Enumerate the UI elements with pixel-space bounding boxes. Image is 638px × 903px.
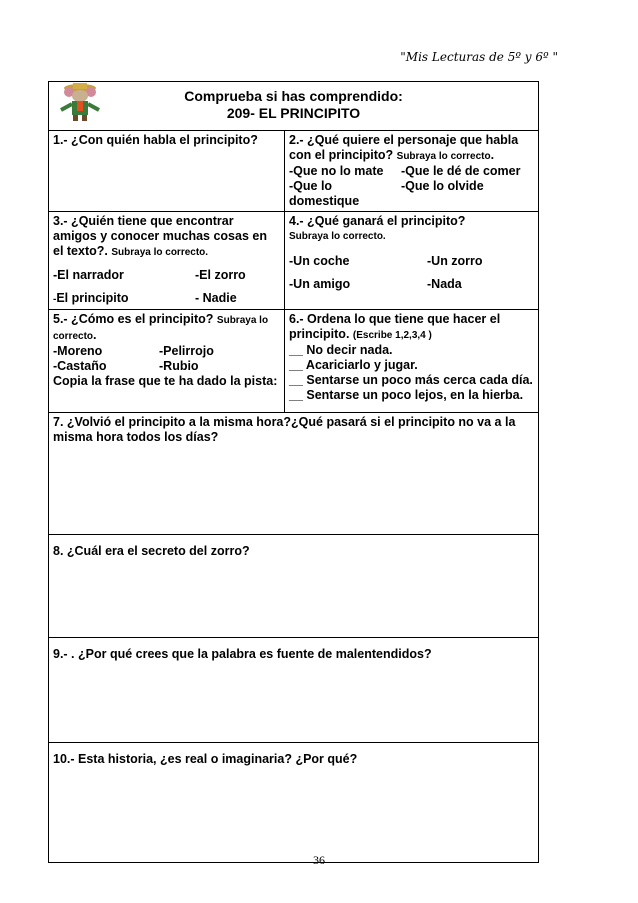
question-7-cell: [49, 413, 539, 535]
option[interactable]: -Un zorro: [427, 254, 483, 268]
question-4-hint: Subraya lo correcto.: [289, 231, 386, 242]
option[interactable]: -El principito: [53, 291, 129, 305]
option[interactable]: -Un coche: [289, 254, 350, 268]
option[interactable]: -El narrador: [53, 268, 124, 282]
question-4-options-row1: [289, 254, 534, 269]
question-8: 8. ¿Cuál era el secreto del zorro?: [53, 544, 250, 558]
question-5-options-row1: [53, 344, 280, 359]
question-5-cell: [49, 310, 285, 413]
question-5: 5.- ¿Cómo es el principito? Subraya lo correcto.: [53, 312, 269, 342]
question-2-options-row2: [289, 179, 534, 209]
question-4: 4.- ¿Qué ganará el principito?: [289, 214, 466, 228]
question-1-cell: [49, 131, 285, 212]
question-9: 9.- . ¿Por qué crees que la palabra es fuente de malentendidos?: [53, 647, 432, 661]
option[interactable]: -Moreno: [53, 344, 103, 358]
question-3-options-row2: [53, 291, 280, 307]
option[interactable]: - Nadie: [195, 291, 237, 305]
worksheet-table: [48, 81, 539, 863]
question-3-hint: Subraya lo correcto.: [111, 247, 209, 258]
question-6-hint: (Escribe 1,2,3,4 ): [352, 330, 432, 341]
question-6: 6.- Ordena lo que tiene que hacer el principito. (Escribe 1,2,3,4 ): [289, 312, 501, 341]
question-2-hint: Subraya lo correcto: [396, 151, 491, 162]
question-7: 7. ¿Volvió el principito a la misma hora?¿Qué pasará si el principito no va a la misma hora todos los días?: [53, 415, 516, 444]
question-1: 1.- ¿Con quién habla el principito?: [53, 133, 258, 147]
option[interactable]: -Que lo olvide: [401, 179, 484, 193]
question-2-options-row1: [289, 164, 534, 179]
question-3-cell: [49, 212, 285, 310]
option[interactable]: -Nada: [427, 277, 462, 291]
option[interactable]: -Que lo domestique: [289, 179, 360, 208]
page-number: 36: [313, 853, 325, 867]
order-item[interactable]: __ Sentarse un poco más cerca cada día.: [289, 373, 533, 387]
question-2-cell: [285, 131, 539, 212]
option[interactable]: -Rubio: [159, 359, 199, 373]
title-cell: [49, 82, 539, 131]
order-item[interactable]: __ Sentarse un poco lejos, en la hierba.: [289, 388, 524, 402]
question-4-options-row2: [289, 277, 534, 292]
question-4-cell: [285, 212, 539, 310]
story-title: 209- EL PRINCIPITO: [226, 105, 361, 121]
question-3-options-row1: [53, 268, 280, 283]
question-9-cell: [49, 638, 539, 743]
option[interactable]: -Castaño: [53, 359, 107, 373]
option[interactable]: -Un amigo: [289, 277, 351, 291]
question-10-cell: [49, 743, 539, 863]
question-5-options-row2: [53, 359, 280, 374]
question-5-copy-prompt: Copia la frase que te ha dado la pista:: [53, 374, 278, 388]
question-10: 10.- Esta historia, ¿es real o imaginaria? ¿Por qué?: [53, 752, 358, 766]
order-item[interactable]: __ Acariciarlo y jugar.: [289, 358, 418, 372]
order-item[interactable]: __ No decir nada.: [289, 343, 393, 357]
question-3: 3.- ¿Quién tiene que encontrar amigos y conocer muchas cosas en el texto?. Subraya lo correcto.: [53, 214, 267, 258]
question-5-hint: Subraya lo correcto: [53, 315, 269, 342]
question-2: 2.- ¿Qué quiere el personaje que habla con el principito? Subraya lo correcto.: [289, 133, 519, 162]
worksheet-title: Comprueba si has comprendido:: [184, 88, 403, 104]
option[interactable]: -Pelirrojo: [159, 344, 214, 358]
series-header: "Mis Lecturas de 5º y 6º ": [400, 50, 558, 64]
option[interactable]: -Que le dé de comer: [401, 164, 521, 178]
question-6-cell: [285, 310, 539, 413]
option[interactable]: -Que no lo mate: [289, 164, 384, 178]
mouse-mascot-icon: [55, 82, 105, 122]
question-8-cell: [49, 535, 539, 638]
option[interactable]: -El zorro: [195, 268, 246, 282]
